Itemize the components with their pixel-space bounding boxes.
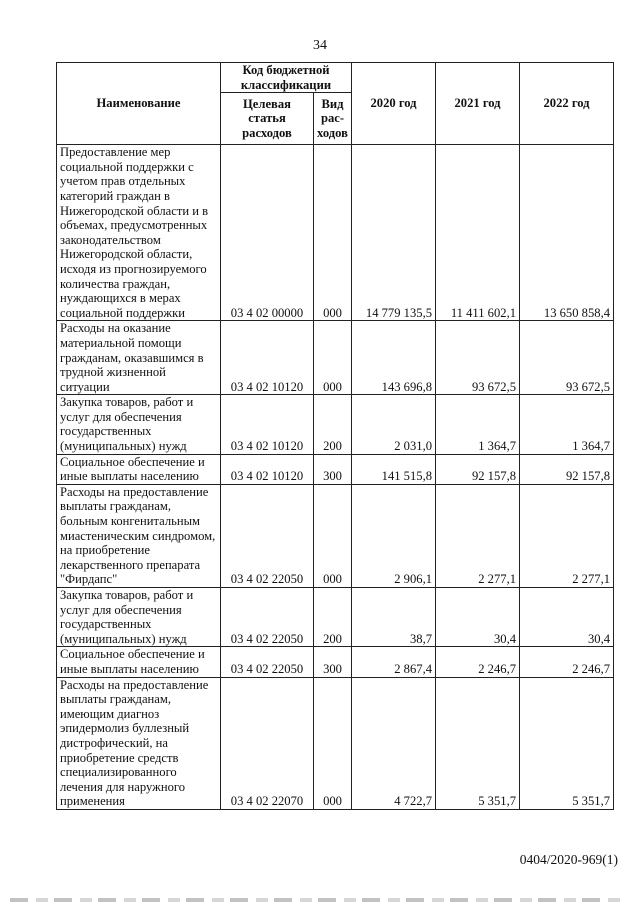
row-name: Расходы на оказание материальной помощи гражданам, оказавшимся в трудной жизненной ситуации [57, 321, 221, 395]
table-row [57, 395, 614, 454]
row-2021: 30,4 [436, 588, 520, 647]
row-2021: 5 351,7 [436, 677, 520, 809]
row-type: 300 [314, 647, 352, 677]
row-name: Предоставление мер социальной поддержки с учетом прав отдельных категорий граждан в Нижегородской области и в объемах, предусмотренных законодательством Нижегородской области, исходя из прогнозируемого количества граждан, нуждающихся в мерах социальной поддержки [57, 145, 221, 321]
table-row [57, 321, 614, 395]
row-2020: 4 722,7 [352, 677, 436, 809]
row-code: 03 4 02 10120 [221, 321, 314, 395]
table-row [57, 588, 614, 647]
row-name: Расходы на предоставление выплаты гражданам, имеющим диагноз эпидермолиз буллезный дистрофический, на приобретение средств специализированного лечения для наружного применения [57, 677, 221, 809]
header-name: Наименование [57, 63, 221, 145]
row-type: 000 [314, 484, 352, 587]
row-name: Расходы на предоставление выплаты гражданам, больным конгенитальным миастеническим синдромом, на приобретение лекарственного препарата "Фирдапс" [57, 484, 221, 587]
page-number: 34 [313, 38, 327, 53]
row-2021: 2 246,7 [436, 647, 520, 677]
row-2021: 2 277,1 [436, 484, 520, 587]
header-expense-type: Вид рас-ходов [314, 93, 352, 145]
row-2022: 93 672,5 [520, 321, 614, 395]
row-2022: 2 277,1 [520, 484, 614, 587]
row-type: 000 [314, 677, 352, 809]
row-2022: 5 351,7 [520, 677, 614, 809]
header-2021: 2021 год [436, 63, 520, 145]
table-row [57, 145, 614, 321]
row-2020: 14 779 135,5 [352, 145, 436, 321]
row-2020: 2 906,1 [352, 484, 436, 587]
row-code: 03 4 02 00000 [221, 145, 314, 321]
row-code: 03 4 02 22050 [221, 588, 314, 647]
row-2022: 92 157,8 [520, 454, 614, 484]
row-2022: 2 246,7 [520, 647, 614, 677]
row-2021: 92 157,8 [436, 454, 520, 484]
row-name: Закупка товаров, работ и услуг для обеспечения государственных (муниципальных) нужд [57, 395, 221, 454]
row-2020: 2 031,0 [352, 395, 436, 454]
row-name: Закупка товаров, работ и услуг для обеспечения государственных (муниципальных) нужд [57, 588, 221, 647]
header-2022: 2022 год [520, 63, 614, 145]
row-2022: 1 364,7 [520, 395, 614, 454]
row-code: 03 4 02 22050 [221, 484, 314, 587]
header-2020: 2020 год [352, 63, 436, 145]
table-row [57, 484, 614, 587]
table-row [57, 677, 614, 809]
row-name: Социальное обеспечение и иные выплаты населению [57, 647, 221, 677]
row-type: 200 [314, 588, 352, 647]
header-code-group: Код бюджетной классификации [221, 63, 352, 93]
row-2020: 141 515,8 [352, 454, 436, 484]
row-code: 03 4 02 22070 [221, 677, 314, 809]
row-2020: 38,7 [352, 588, 436, 647]
row-code: 03 4 02 22050 [221, 647, 314, 677]
row-type: 300 [314, 454, 352, 484]
header-target-article: Целевая статья расходов [221, 93, 314, 145]
row-code: 03 4 02 10120 [221, 395, 314, 454]
row-2021: 11 411 602,1 [436, 145, 520, 321]
table-row [57, 454, 614, 484]
row-type: 200 [314, 395, 352, 454]
row-2022: 30,4 [520, 588, 614, 647]
budget-table [56, 62, 614, 810]
row-2020: 2 867,4 [352, 647, 436, 677]
row-code: 03 4 02 10120 [221, 454, 314, 484]
row-type: 000 [314, 145, 352, 321]
row-type: 000 [314, 321, 352, 395]
table-row [57, 647, 614, 677]
row-2022: 13 650 858,4 [520, 145, 614, 321]
row-name: Социальное обеспечение и иные выплаты населению [57, 454, 221, 484]
scan-artifact-line [10, 898, 620, 902]
row-2021: 1 364,7 [436, 395, 520, 454]
row-2021: 93 672,5 [436, 321, 520, 395]
document-code: 0404/2020-969(1) [519, 852, 618, 867]
row-2020: 143 696,8 [352, 321, 436, 395]
